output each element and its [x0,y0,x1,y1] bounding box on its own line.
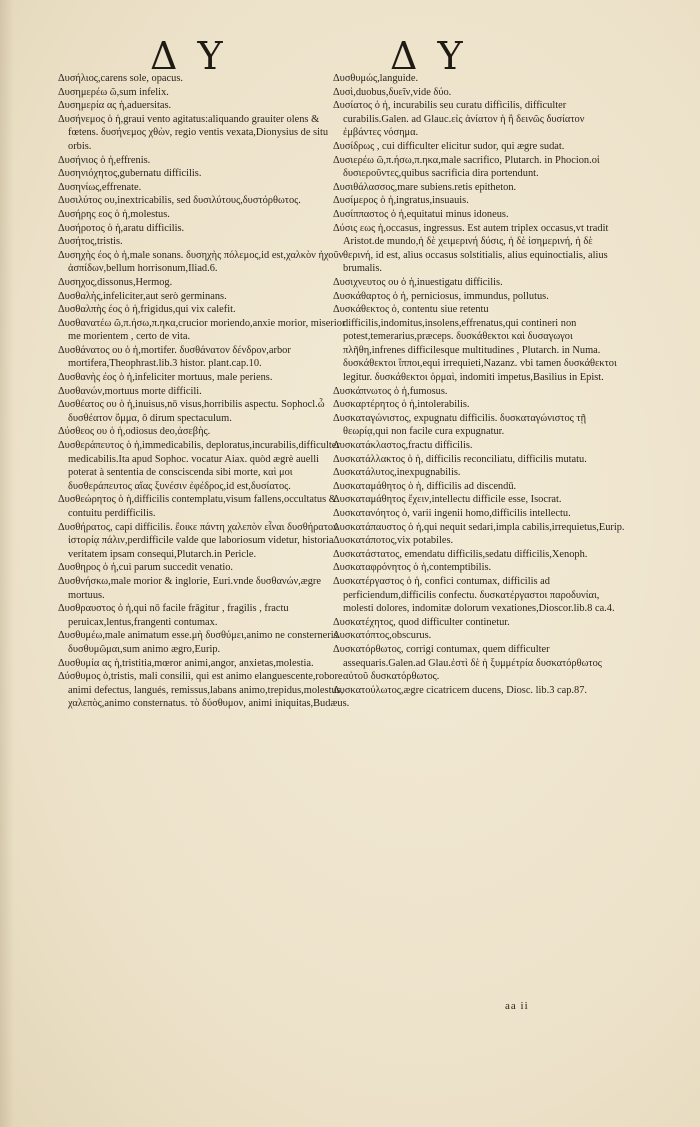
dictionary-entry: Δυσκαταφρόνητος ὁ ἡ,contemptibilis. [333,562,492,574]
dictionary-entry: Δυσθηρος ὁ ἡ,cui parum succedit venatio. [58,562,234,574]
dictionary-entry: Δυσκατάπαυστος ὁ ἡ,qui nequit sedari,impla cabilis,irrequietus,Eurip. [333,521,625,533]
dictionary-entry: Δυσίδρως , cui difficulter elicitur sudor, qui ægre sudat. [333,140,565,152]
dictionary-entry: Δυσκατέχητος, quod difficulter continetur. [333,616,510,628]
dictionary-entry: Δυσθεώρητος ὁ ἡ,difficilis contemplatu,visum fallens,occultatus & contuitu perdifficilis. [58,494,337,519]
dictionary-entry: Δυσκατάστατος, emendatu difficilis,sedatu difficilis,Xenoph. [333,548,588,560]
dictionary-entry: Δυσκατάλλακτος ὁ ἡ, difficilis reconciliatu, difficilis mutatu. [333,453,587,465]
dictionary-entry: Δύσθυμος ὁ,tristis, mali consilii, qui est animo elanguescente,robore animi defectus, langués, remissus,labans animo,trepidus,molestus, χαλεπὸς,animo consternatus. τὸ δύσθυμον, animi iniquitas,Budæus. [58,671,350,710]
dictionary-entry: Δυσθήρατος, capi difficilis. ἔοικε πάντη χαλεπὸν εἶναι δυσθήρατον ἰστορίᾳ πάλιν,perdifficile valde que laboriosum videtur, historia veritatem ipsam consequi,Plutarch.in Pericle. [58,521,338,560]
dictionary-entry: Δυσημερία ας ἡ,aduersitas. [58,100,172,112]
dictionary-entry: Δυσθανατέω ῶ,π.ήσω,π.ηκα,crucior moriendo,anxie morior, miserior me morientem , certo de vita. [58,317,346,343]
dictionary-entry: Δυσκάθεκτος ὁ, contentu siue retentu difficilis,indomitus,insolens,effrenatus,qui contineri non potest,temerarius,præceps. δυσκάθεκτοι καὶ δυσαγωγοι πλῆθη,infrenes difficilesque multitudines , Plutarch. in Numa. δυσκάθεκτοι ἵπποι,equi irrequieti,Nazanz. vbi tamen δυσκάθεκτοι legitur. δυσκάθεκτοι ὁρμαὶ, indomiti impetus,Basilius in Epist. [333,304,617,384]
dictionary-entry: Δυσήνιος ὁ ἡ,effrenis. [58,154,151,166]
dictionary-entry: Δυσκάπνωτος ὁ ἡ,fumosus. [333,385,448,397]
dictionary-entry: Δυσκατανόητος ὁ, varii ingenii homo,difficilis intellectu. [333,508,571,519]
dictionary-entry: Δυσθεράπευτος ὁ ἡ,immedicabilis, deploratus,incurabilis,difficulter medicabilis.Ita apud Sophoc. vocatur Aiax. quòd ægrè auelli poterat à sententia de consciscenda sibi morte, καὶ μοι δυσθεράπευτος αἴας ξυνέσιν ἐφέδρος,id est,δυσίατος. [58,440,340,492]
dictionary-entry: Δυσκατάλυτος,inexpugnabilis. [333,467,461,479]
right-column [333,72,625,697]
dictionary-entry: Δυσήλιος,carens sole, opacus. [58,73,183,84]
dictionary-entry: Δυσιλύτος ου,inextricabilis, sed δυσιλύτους,δυστόρθωτος. [58,195,301,207]
dictionary-entry: Δυσίμερος ὁ ἡ,ingratus,insuauis. [333,195,469,207]
running-head-left: Δ Υ [150,34,227,78]
dictionary-entry: Δυσκατούλωτος,ægre cicatricem ducens, Diosc. lib.3 cap.87. [333,684,587,696]
dictionary-entry: Δυσηνίως,effrenate. [58,181,142,193]
dictionary-entry: Δυσκατόπτος,obscurus. [333,630,432,642]
dictionary-entry: Δυσήροτος ὁ ἡ,aratu difficilis. [58,222,185,234]
dictionary-entry: Δυσήτος,tristis. [58,236,123,248]
dictionary-entry: Δυσκατάποτος,vix potabiles. [333,535,454,547]
dictionary-entry: Δυσκαταμάθητος ἔχειν,intellectu difficile esse, Isocrat. [333,494,562,506]
dictionary-entry: Δυσθαλὴς,infeliciter,aut serò germinans. [58,290,227,302]
dictionary-entry: Δυσηχος,dissonus,Hermog. [58,276,173,288]
dictionary-entry: Δυσήρης εος ὁ ἡ,molestus. [58,208,170,220]
dictionary-entry: Δυσθυμώς,languide. [333,73,419,84]
running-head-right: Δ Υ [390,34,467,78]
dictionary-entry: Δυσηνιόχητος,gubernatu difficilis. [58,168,202,180]
dictionary-entry: Δυσθυμέω,male animatum esse.μὴ δυσθύμει,animo ne consterneris. δυσθυμῶμαι,sum animo ægro,Eurip. [58,630,341,655]
dictionary-entry: Δυσθάνατος ου ὁ ἡ,mortifer. δυσθάνατον δένδρον,arbor mortifera,Theophrast.lib.3 histor. plant.cap.10. [58,344,291,370]
dictionary-entry: Δυσκάθαρτος ὁ ἡ, perniciosus, immundus, pollutus. [333,290,549,302]
dictionary-entry: Δυσκαρτέρητος ὁ ἡ,intolerabilis. [333,399,470,411]
dictionary-entry: Δυσήνεμος ὁ ἡ,graui vento agitatus:aliquando grauiter olens & fœtens. δυσήνεμος χθὼν, regio ventis vexata,Dionysius de situ orbis. [58,113,329,152]
dictionary-entry: Δυσθέατος ου ὁ ἡ,inuisus,nō visus,horribilis aspectu. Sophocl.ὦ δυσθέατον ὄμμα, ô dirum spectaculum. [58,399,325,424]
dictionary-entry: Δυσίππαστος ὁ ἡ,equitatui minus idoneus. [333,208,509,220]
dictionary-entry: Δύσις εως ἡ,occasus, ingressus. Est autem triplex occasus,vt tradit Aristot.de mundo,ἡ δὲ χειμερινή δύσις, ἡ δὲ ἰσημερινή, ἡ δὲ θερινή, id est, alius occasus solstitialis, alius equinoctialis, alius brumalis. [333,222,609,275]
dictionary-entry: Δυσκατάκλαστος,fractu difficilis. [333,440,473,452]
dictionary-entry: Δυσθανὴς έος ὁ ἡ,infeliciter mortuus, male periens. [58,372,273,384]
dictionary-entry: Δυσὶ,duobus,δυεῖν,vide δύο. [333,86,452,98]
dictionary-entry: Δυσθνήσκω,male morior & inglorie, Euri.vnde δυσθανών,ægre mortuus. [58,575,321,601]
dictionary-entry: Δυσθυμία ας ἡ,tristitia,mœror animi,angor, anxietas,molestia. [58,657,314,669]
dictionary-entry: Δυσθανών,mortuus morte difficili. [58,385,202,397]
page-edge-shadow [0,0,14,1127]
dictionary-entry: Δυσκατόρθωτος, corrigi contumax, quem difficulter assequaris.Galen.ad Glau.ἐστὶ δὲ ἡ ξυμμέτρία δυσκατόρθωτος αὐτοῦ δυσκατόρθωτος. [333,643,602,683]
dictionary-entry: Δυσιθάλασσος,mare subiens.retis epitheton. [333,181,517,193]
dictionary-entry: Δυσιερέω ῶ,π.ήσω,π.ηκα,male sacrifico, Plutarch. in Phocion.οἱ δυσιεροῦντες,quibus sacrificia dira portendunt. [333,154,600,180]
dictionary-entry: Δυσθαλπὴς έος ὁ ἡ,frigidus,qui vix calefit. [58,304,236,316]
dictionary-entry: Δυσκατέργαστος ὁ ἡ, confici contumax, difficilis ad perficiendum,difficilis confectu. δυσκατέργαστοι παροδυνίαι, molesti dolores, indomitæ dolorum vexationes,Dioscor.lib.8 ca.4. [333,575,615,615]
left-column [58,72,350,711]
dictionary-entry: Δυσημερέω ῶ,sum infelix. [58,86,169,98]
dictionary-entry: Δυσιχνευτος ου ὁ ἡ,inuestigatu difficilis. [333,276,503,288]
dictionary-entry: Δύσθεος ου ὁ ἡ,odiosus deo,ἀσεβὴς. [58,426,211,438]
dictionary-entry: Δυσίατος ὁ ἡ, incurabilis seu curatu difficilis, difficulter curabilis.Galen. ad Glauc.εἰς ἀνίατον ἡ ἢ δεινῶς δυσίατον ἐμβάντες νόσημα. [333,100,585,139]
dictionary-entry: Δυσηχὴς έος ὁ ἡ,male sonans. δυσηχὴς πόλεμος,id est,χαλκὸν ἠχοῦν ἀσπίδων,bellum horrisonum,Iliad.6. [58,249,344,275]
dictionary-entry: Δυσθραυστος ὁ ἡ,qui nō facile frāgitur , fragilis , fractu peruicax,lentus,frangenti contumax. [58,603,289,628]
dictionary-entry: Δυσκαταγώνιστος, expugnatu difficilis. δυσκαταγώνιστος τῇ θεωρίᾳ,qui non facile cura expugnatur. [333,412,587,438]
signature-mark: aa ii [505,1000,529,1012]
dictionary-entry: Δυσκαταμάθητος ὁ ἡ, difficilis ad discendū. [333,480,517,492]
